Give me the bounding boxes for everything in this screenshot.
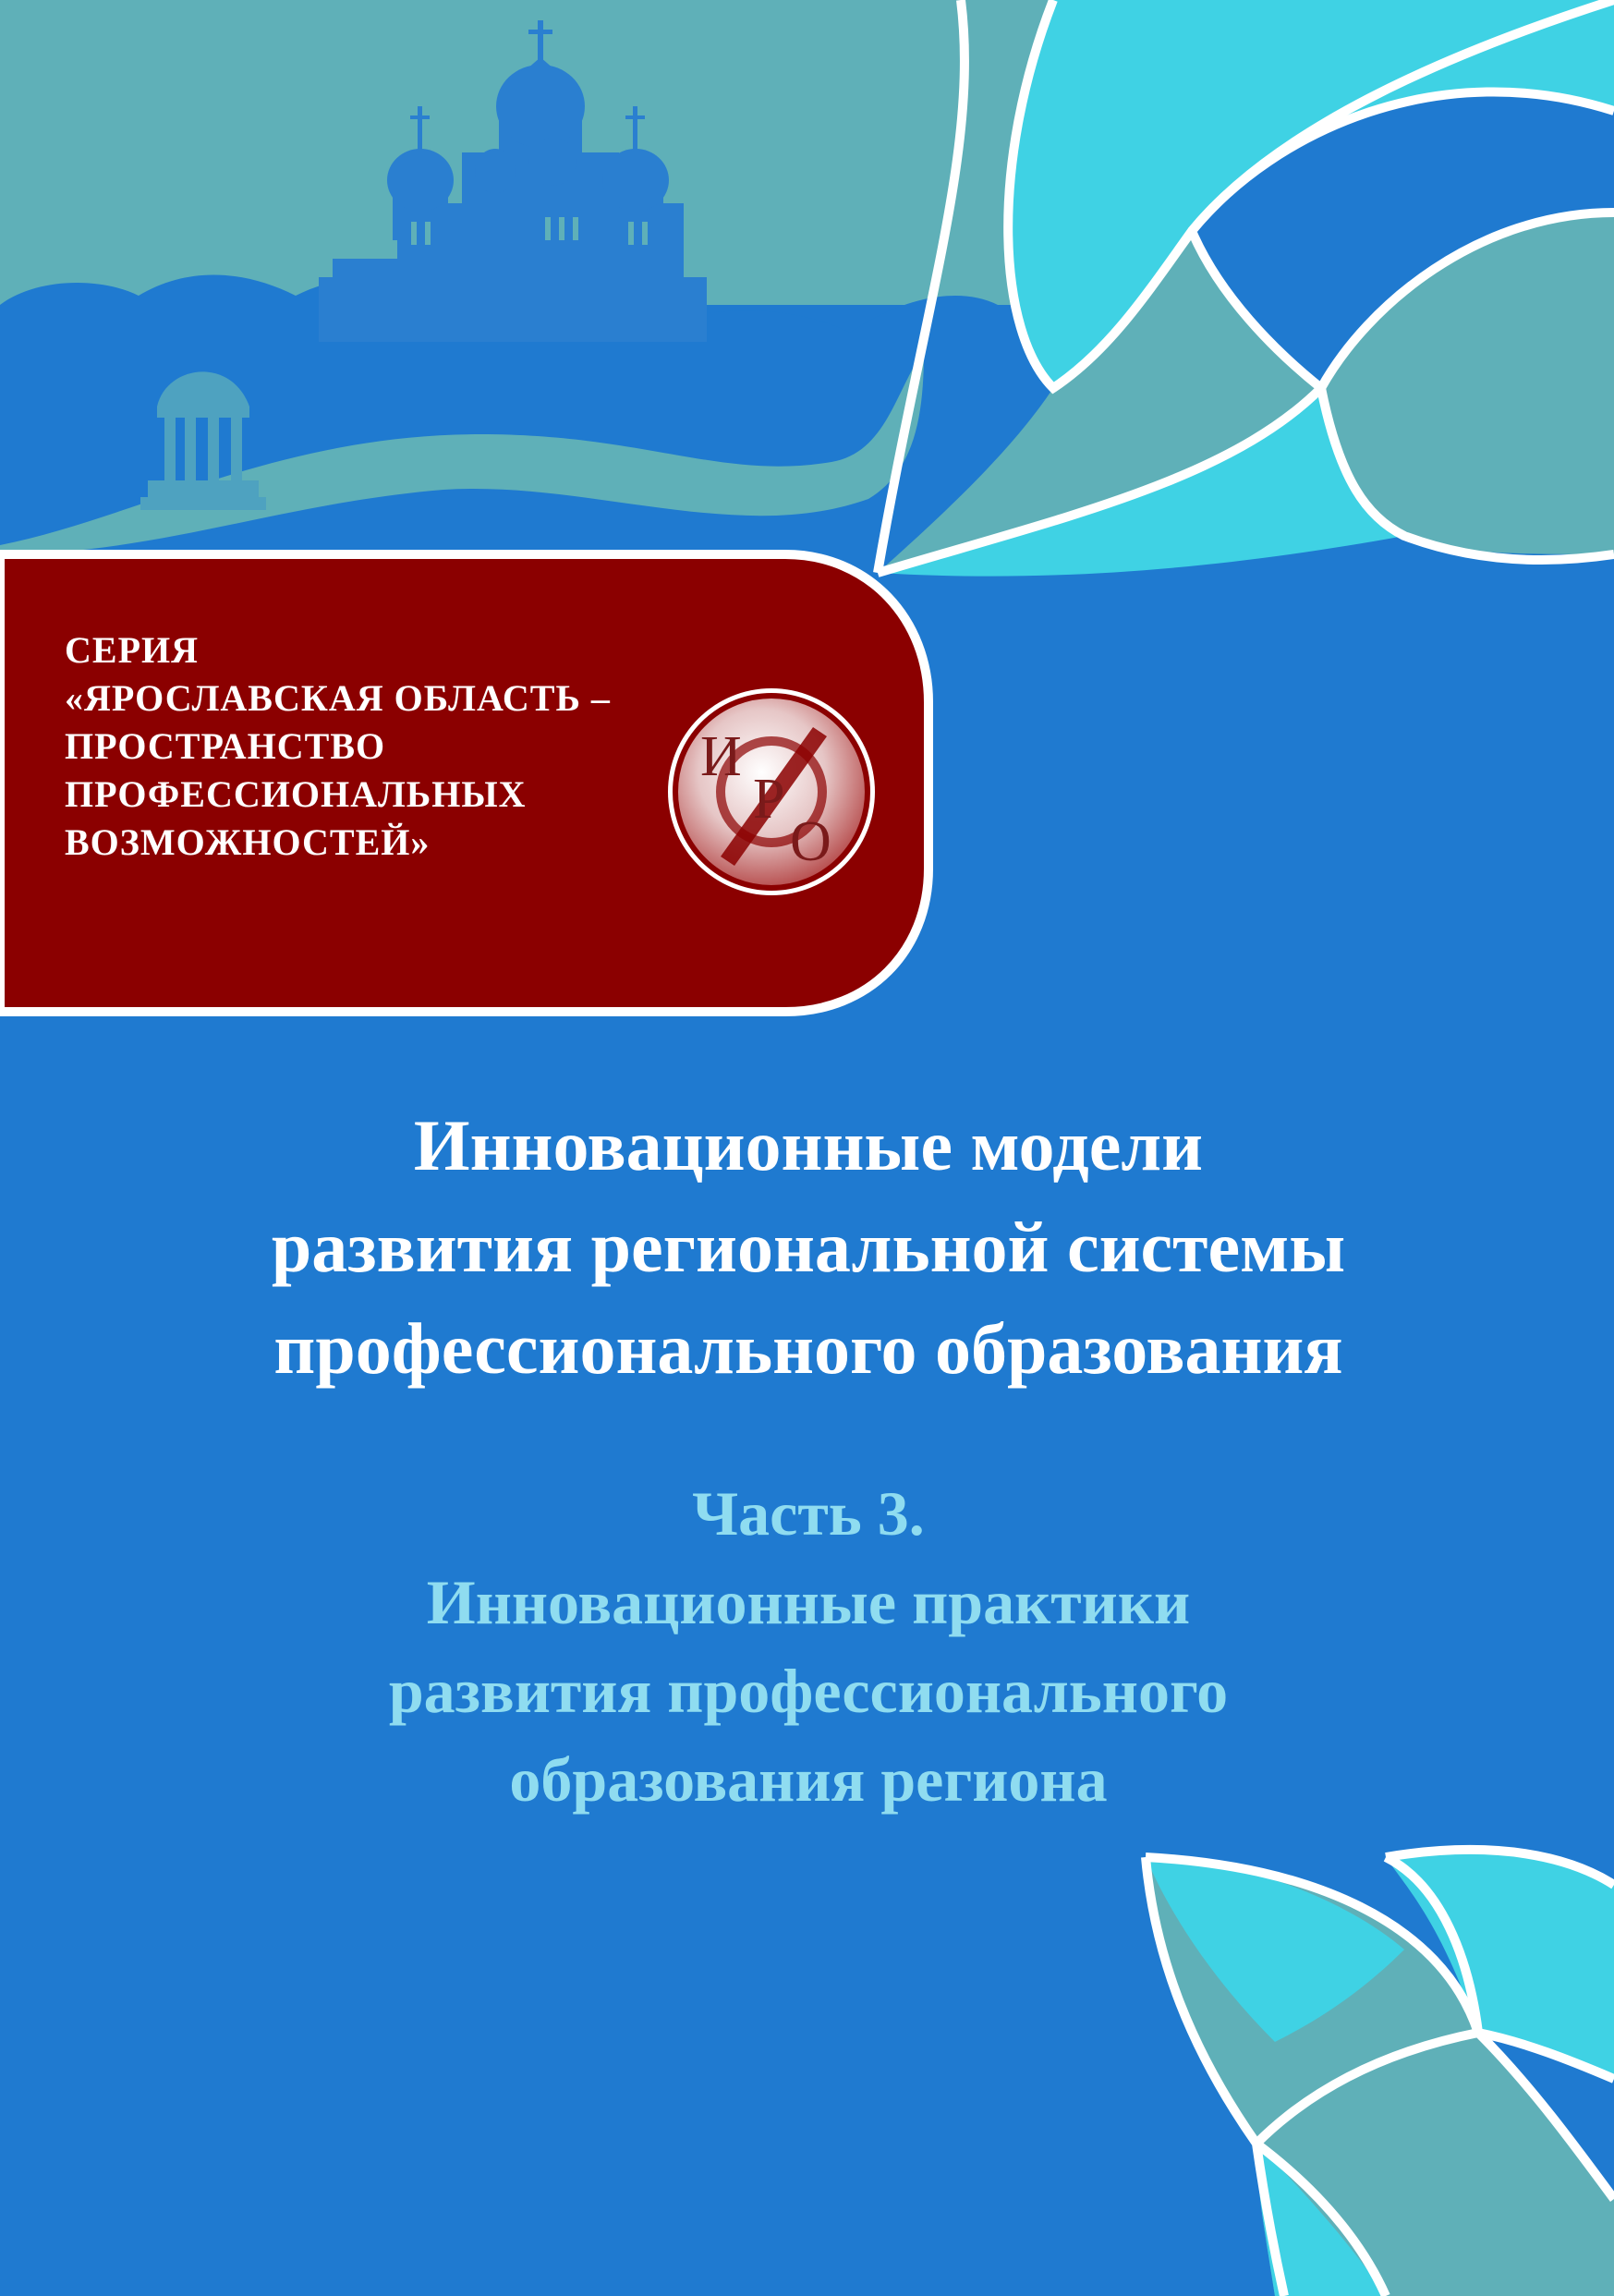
bottom-right-ornament — [1146, 1850, 1614, 2296]
logo-letter-o: О — [790, 810, 831, 873]
series-line: ПРОФЕССИОНАЛЬНЫХ — [65, 773, 527, 815]
title-line: развития региональной системы — [271, 1207, 1346, 1287]
subtitle-line: Часть 3. — [692, 1478, 925, 1549]
iro-logo — [665, 686, 878, 898]
subtitle-line: развития профессионального — [388, 1656, 1229, 1726]
series-line: СЕРИЯ — [65, 629, 199, 671]
title-line: Инновационные модели — [413, 1105, 1204, 1185]
main-title — [74, 1095, 1543, 1400]
logo-letter-i: И — [700, 725, 742, 788]
series-label — [65, 626, 674, 867]
series-line: «ЯРОСЛАВСКАЯ ОБЛАСТЬ – — [65, 677, 611, 719]
series-line: ПРОСТРАНСТВО — [65, 725, 386, 767]
subtitle-line: Инновационные практики — [426, 1567, 1191, 1637]
part-subtitle — [74, 1469, 1543, 1824]
series-line: ВОЗМОЖНОСТЕЙ» — [65, 821, 431, 863]
subtitle-line: образования региона — [509, 1744, 1108, 1815]
title-line: профессионального образования — [273, 1308, 1343, 1389]
logo-letter-r: Р — [753, 768, 785, 831]
